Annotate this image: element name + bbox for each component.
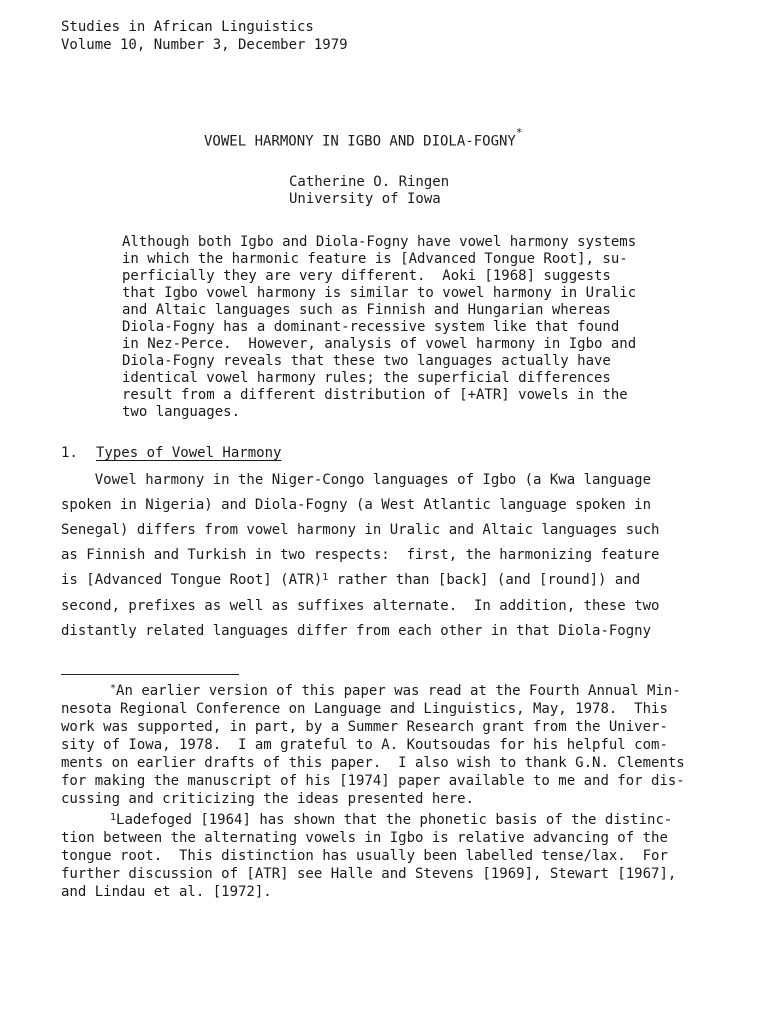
- footnote-line: further discussion of [ATR] see Halle and Stevens [1969], Stewart [1967],: [61, 866, 677, 882]
- abstract-line: Diola-Fogny has a dominant-recessive system like that found: [122, 319, 620, 335]
- section-heading: [61, 445, 281, 462]
- abstract-line: Although both Igbo and Diola-Fogny have vowel harmony systems: [122, 234, 637, 250]
- footnote-line: ments on earlier drafts of this paper. I also wish to thank G.N. Clements: [61, 755, 685, 771]
- abstract-line: identical vowel harmony rules; the superficial differences: [122, 370, 611, 386]
- footnote-line: tion between the alternating vowels in Igbo is relative advancing of the: [61, 830, 668, 846]
- footnote-line: [110, 683, 681, 701]
- footnote-line: nesota Regional Conference on Language and Linguistics, May, 1978. This: [61, 701, 668, 717]
- abstract-line: Diola-Fogny reveals that these two languages actually have: [122, 353, 611, 369]
- journal-name: Studies in African Linguistics: [61, 19, 314, 35]
- body-line: second, prefixes as well as suffixes alternate. In addition, these two: [61, 598, 660, 614]
- footnote-line: for making the manuscript of his [1974] paper available to me and for dis-: [61, 773, 685, 789]
- body-line: Vowel harmony in the Niger-Congo languages of Igbo (a Kwa language: [61, 472, 652, 488]
- journal-issue: Volume 10, Number 3, December 1979: [61, 37, 348, 53]
- body-line: Senegal) differs from vowel harmony in Uralic and Altaic languages such: [61, 522, 660, 538]
- abstract-line: perficially they are very different. Aoki [1968] suggests: [122, 268, 611, 284]
- abstract-line: in Nez-Perce. However, analysis of vowel harmony in Igbo and: [122, 336, 637, 352]
- footnote-line: [110, 812, 672, 830]
- section-number: 1.: [61, 445, 78, 461]
- footnote-line: sity of Iowa, 1978. I am grateful to A. Koutsoudas for his helpful com-: [61, 737, 668, 753]
- footnote-line: tongue root. This distinction has usually been labelled tense/lax. For: [61, 848, 668, 864]
- paper-title: [204, 128, 523, 151]
- title-footnote-mark: *: [515, 126, 523, 139]
- author-affiliation: University of Iowa: [289, 191, 441, 207]
- section-title: Types of Vowel Harmony: [96, 445, 282, 461]
- abstract-line: in which the harmonic feature is [Advanced Tongue Root], su-: [122, 251, 628, 267]
- footnote-line: cussing and criticizing the ideas presented here.: [61, 791, 475, 807]
- title-text: VOWEL HARMONY IN IGBO AND DIOLA-FOGNY: [204, 133, 516, 150]
- footnote-text: An earlier version of this paper was read at the Fourth Annual Min-: [116, 683, 681, 699]
- body-line: as Finnish and Turkish in two respects: first, the harmonizing feature: [61, 547, 660, 563]
- footnote-rule: [61, 674, 239, 675]
- body-line-part: rather than [back] (and [round]) and: [328, 572, 641, 588]
- body-line: [61, 572, 640, 590]
- body-line-part: is [Advanced Tongue Root] (ATR): [61, 572, 323, 588]
- footnote-ref: 1: [322, 572, 329, 583]
- abstract-line: result from a different distribution of [+ATR] vowels in the: [122, 387, 628, 403]
- abstract-line: that Igbo vowel harmony is similar to vowel harmony in Uralic: [122, 285, 637, 301]
- footnote-line: work was supported, in part, by a Summer Research grant from the Univer-: [61, 719, 668, 735]
- author-name: Catherine O. Ringen: [289, 174, 450, 190]
- abstract-line: and Altaic languages such as Finnish and Hungarian whereas: [122, 302, 611, 318]
- footnote-mark: 1: [110, 812, 117, 823]
- body-line: spoken in Nigeria) and Diola-Fogny (a West Atlantic language spoken in: [61, 497, 652, 513]
- footnote-text: Ladefoged [1964] has shown that the phonetic basis of the distinc-: [116, 812, 673, 828]
- footnote-mark: *: [110, 683, 117, 694]
- footnote-line: and Lindau et al. [1972].: [61, 884, 272, 900]
- body-line: distantly related languages differ from each other in that Diola-Fogny: [61, 623, 652, 639]
- abstract-line: two languages.: [122, 404, 241, 420]
